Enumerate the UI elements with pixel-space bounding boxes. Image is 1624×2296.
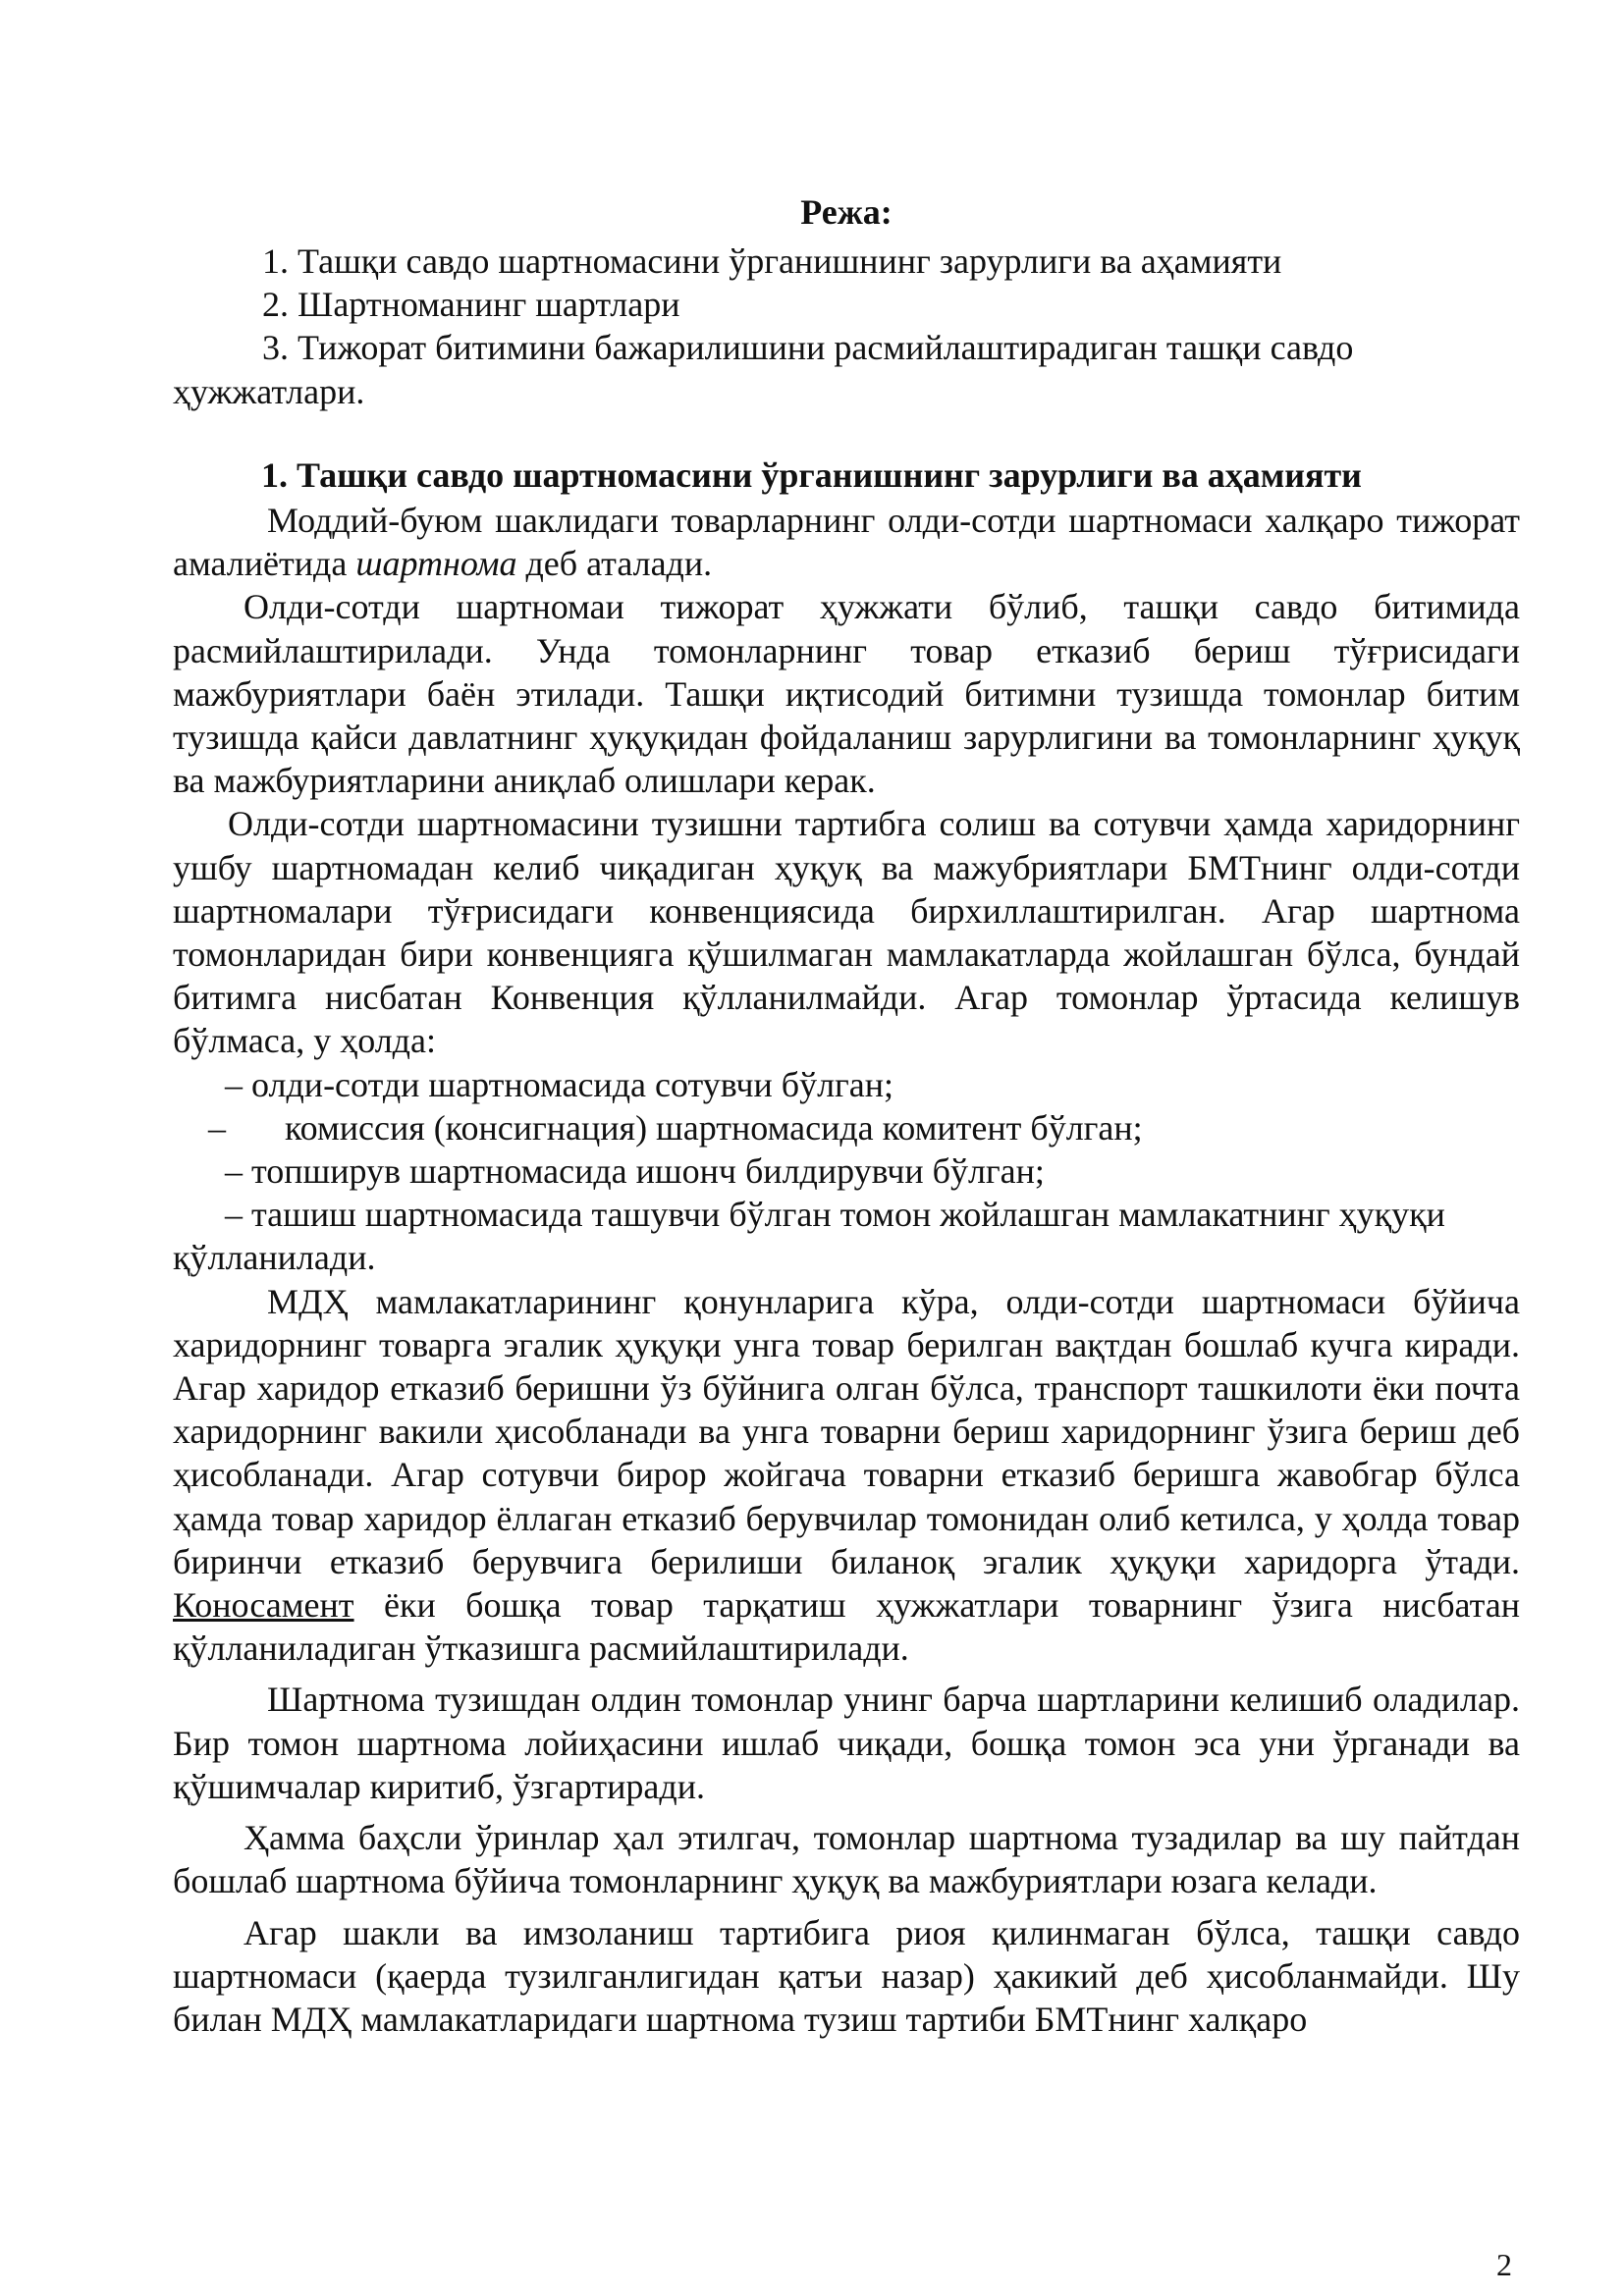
list-item: – топширув шартномасида ишонч билдирувчи бўлган;	[225, 1151, 1045, 1192]
plan-list	[173, 240, 1520, 413]
paragraph-text: Моддий-буюм шаклидаги товарларнинг олди-сотди шартномаси халқаро тижорат амалиётида	[173, 501, 1520, 584]
list-item	[173, 1106, 1520, 1149]
plan-item: 2. Шартноманинг шартлари	[262, 285, 680, 325]
paragraph-1	[173, 499, 1520, 585]
italic-term: шартнома	[355, 544, 517, 584]
body-text	[173, 499, 1520, 2041]
page-number: 2	[1496, 2247, 1512, 2282]
list-item: – олди-сотди шартномасида сотувчи бўлган;	[225, 1064, 894, 1104]
list-item-text: комиссия (консигнация) шартномасида комитент бўлган;	[285, 1107, 1143, 1148]
paragraph-3: Олди-сотди шартномасини тузишни тартибга солиш ва сотувчи ҳамда харидорнинг ушбу шартномадан келиб чиқадиган ҳуқуқ ва мажубриятлари БМТнинг олди-сотди шартномалари тўғрисидаги конвенциясида бирхиллаштирилган. Агар шартнома томонларидан бири конвенцияга қўшилмаган мамлакатларда жойлашган бўлса, бундай битимга нисбатан Конвенция қўлланилмайди. Агар томонлар ўртасида келишув бўлмаса, у ҳолда:	[173, 804, 1520, 1061]
paragraph-text: МДҲ мамлакатларининг қонунларига кўра, олди-сотди шартномаси бўйича харидорнинг товарга эгалик ҳуқуқи унга товар берилган вақтдан бошлаб кучга киради. Агар харидор етказиб беришни ўз бўйнига олган бўлса, транспорт ташкилоти ёки почта харидорнинг вакили ҳисобланади ва унга товарни бериш харидорнинг ўзига бериш деб ҳисобланади. Агар сотувчи бирор жойгача товарни етказиб беришга жавобгар бўлса ҳамда товар харидор ёллаган етказиб берувчилар томонидан олиб кетилса, у ҳолда товар биринчи етказиб берувчига берилиши биланоқ эгалик ҳуқуқи харидорга ўтади.	[173, 1281, 1520, 1581]
paragraph-6: Ҳамма баҳсли ўринлар ҳал этилгач, томонлар шартнома тузадилар ва шу пайтдан бошлаб шартнома бўйича томонларнинг ҳуқуқ ва мажбуриятлари юзага келади.	[173, 1818, 1520, 1901]
paragraph-text: деб аталади.	[516, 544, 713, 584]
paragraph-4	[173, 1280, 1520, 1671]
paragraph-2: Олди-сотди шартномаи тижорат ҳужжати бўлиб, ташқи савдо битимида расмийлаштирилади. Унда томонларнинг товар етказиб бериш тўғрисидаги мажбуриятлари баён этилади. Ташқи иқтисодий битимни тузишда томонлар битим тузишда қайси давлатнинг ҳуқуқидан фойдаланиш зарурлигини ва томонларнинг ҳуқуқ ва мажбуриятларини аниқлаб олишлари керак.	[173, 587, 1520, 801]
plan-item: 3. Тижорат битимини бажарилишини расмийлаштирадиган ташқи савдо ҳужжатлари.	[173, 328, 1354, 411]
list-dash: –	[208, 1107, 226, 1148]
paragraph-7: Агар шакли ва имзоланиш тартибига риоя қилинмаган бўлса, ташқи савдо шартномаси (қаерда тузилганлигидан қатъи назар) ҳакикий деб ҳисобланмайди. Шу билан МДҲ мамлакатларидаги шартнома тузиш тартиби БМТнинг халқаро	[173, 1912, 1520, 2039]
section-heading: 1. Ташқи савдо шартномасини ўрганишнинг зарурлиги ва аҳамияти	[261, 455, 1362, 495]
underlined-term: Коносамент	[173, 1585, 354, 1626]
paragraph-text: ёки бошқа товар тарқатиш ҳужжатлари товарнинг ўзига нисбатан қўлланиладиган ўтказишга расмийлаштирилади.	[173, 1585, 1520, 1669]
plan-item: 1. Ташқи савдо шартномасини ўрганишнинг зарурлиги ва аҳамияти	[262, 241, 1282, 281]
plan-title: Режа:	[800, 192, 893, 232]
paragraph-5: Шартнома тузишдан олдин томонлар унинг барча шартларини келишиб оладилар. Бир томон шартнома лойиҳасини ишлаб чиқади, бошқа томон эса уни ўрганади ва қўшимчалар киритиб, ўзгартиради.	[173, 1680, 1520, 1806]
list-item: – ташиш шартномасида ташувчи бўлган томон жойлашган мамлакатнинг ҳуқуқи қўлланилади.	[173, 1195, 1445, 1278]
